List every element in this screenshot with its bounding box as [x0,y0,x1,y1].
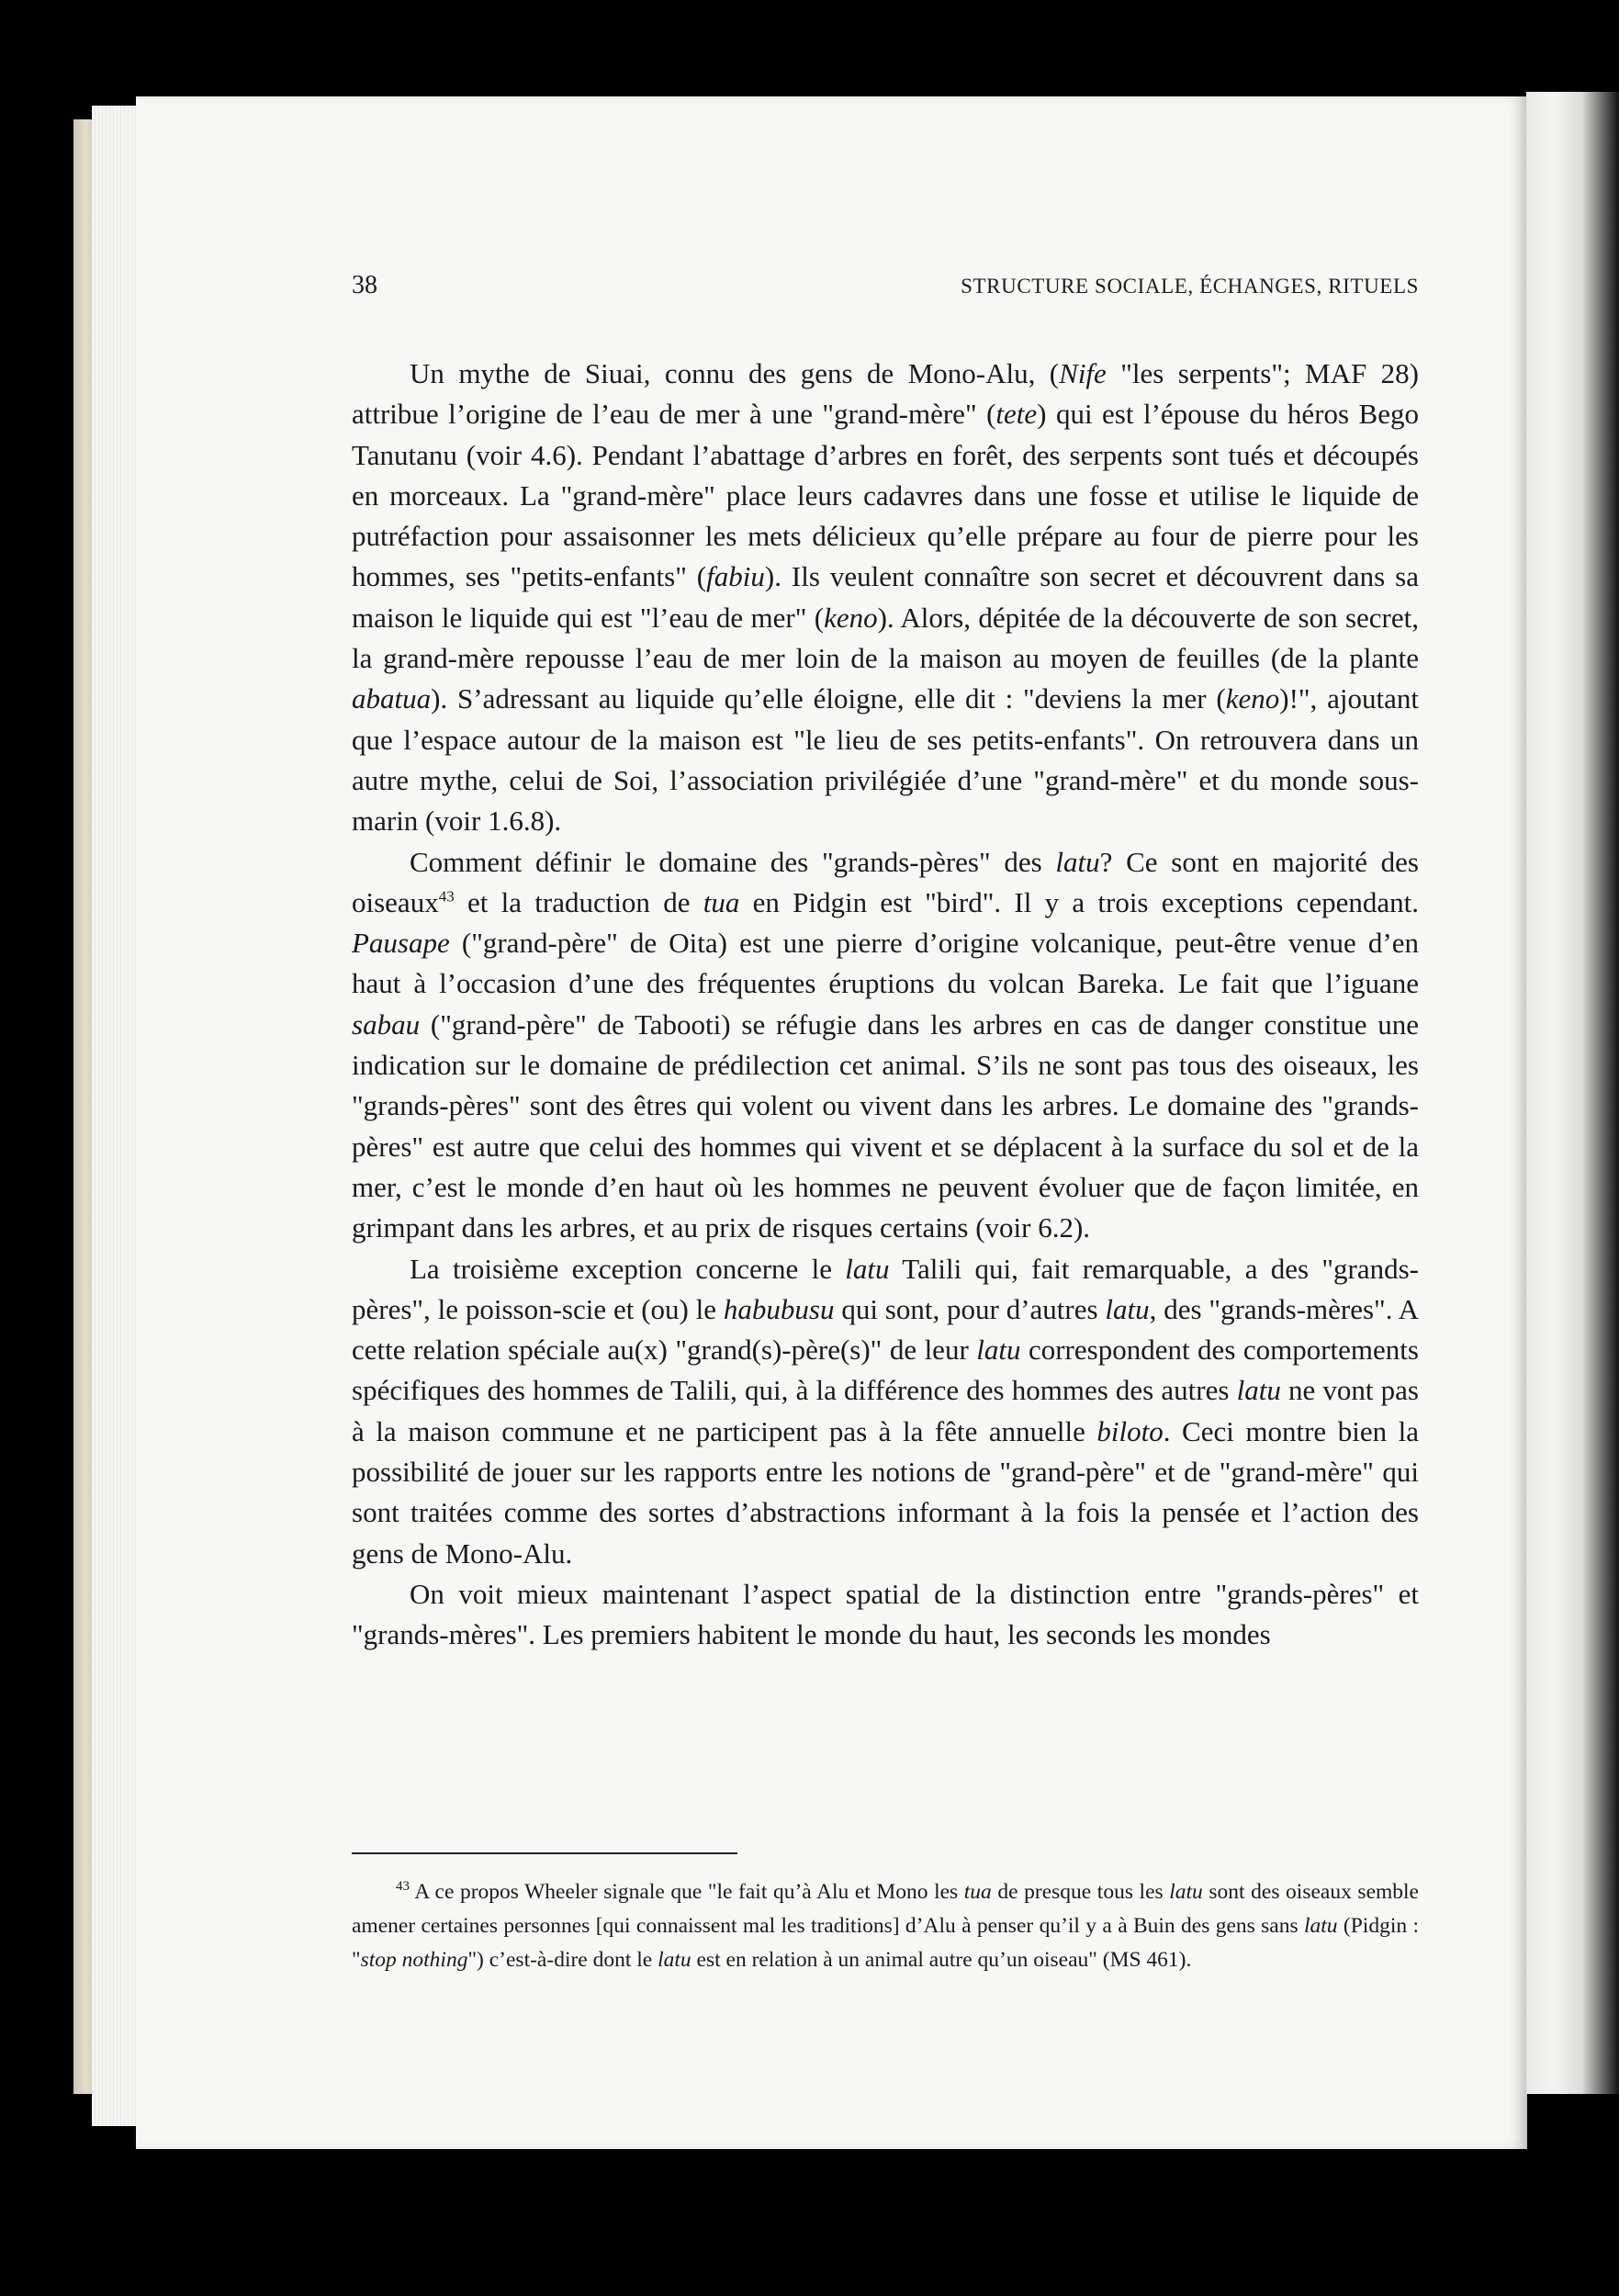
footnote-number: 43 [396,1879,410,1895]
facing-page-edge [1526,92,1619,2094]
paragraph-1: Un mythe de Siuai, connu des gens de Mono-Alu, (Nife "les serpents"; MAF 28) attribue l’origine de l’eau de mer à une "grand-mère" (tete) qui est l’épouse du héros Bego Tanutanu (voir 4.6). Pendant l’abattage d’arbres en forêt, des serpents sont tués et découpés en morceaux. La "grand-mère" place leurs cadavres dans une fosse et utilise le liquide de putréfaction pour assaisonner les mets délicieux qu’elle prépare au four de pierre pour les hommes, ses "petits-enfants" (fabiu). Ils veulent connaître son secret et découvrent dans sa maison le liquide qui est "l’eau de mer" (keno). Alors, dépitée de la découverte de son secret, la grand-mère repousse l’eau de mer loin de la maison au moyen de feuilles (de la plante abatua). S’adressant au liquide qu’elle éloigne, elle dit : "deviens la mer (keno)!", ajoutant que l’espace autour de la maison est "le lieu de ses petits-enfants". On retrouvera dans un autre mythe, celui de Soi, l’association privilégiée d’une "grand-mère" et du monde sous-marin (voir 1.6.8). [352,357,1420,838]
page-number: 38 [352,271,377,299]
paragraph-3: La troisième exception concerne le latu Talili qui, fait remarquable, a des "grands-pères", le poisson-scie et (ou) le habubusu qui sont, pour d’autres latu, des "grands-mères". A cette relation spéciale au(x) "grand(s)-père(s)" de leur latu correspondent des comportements spécifiques des hommes de Talili, qui, à la différence des hommes des autres latu ne vont pas à la maison commune et ne participent pas à la fête annuelle biloto. Ceci montre bien la possibilité de jouer sur les rapports entre les notions de "grand-père" et de "grand-mère" qui sont traitées comme des sortes d’abstractions informant à la fois la pensée et l’action des gens de Mono-Alu. [352,1252,1419,1570]
page-header [352,271,1419,308]
footnote [352,1875,1419,1978]
body-text [352,354,1419,1656]
paragraph-2: Comment définir le domaine des "grands-pères" des latu? Ce sont en majorité des oiseaux$^{43}$ et la traduction de tua en Pidgin est "bird". Il y a trois exceptions cependant. Pausape ("grand-père" de Oita) est une pierre d’origine volcanique, peut-être venue d’en haut à l’occasion d’une des fréquentes éruptions du volcan Bareka. Le fait que l’iguane sabau ("grand-père" de Tabooti) se réfugie dans les arbres en cas de danger constitue une indication sur le domaine de prédilection cet animal. S’ils ne sont pas tous des oiseaux, les "grands-pères" sont des êtres qui volent ou vivent dans les arbres. Le domaine des "grands-pères" est autre que celui des hommes qui vivent et se déplacent à la surface du sol et de la mer, c’est le monde d’en haut où les hommes ne peuvent évoluer que de façon limitée, en grimpant dans les arbres, et au prix de risques certains (voir 6.2). [352,845,1420,1244]
footnote-43: $^{43}$ A ce propos Wheeler signale que "le fait qu’à Alu et Mono les tua de presque tous les latu sont des oiseaux semble amener certaines personnes [qui connaissent mal les traditions] d’Alu à penser qu’il y a à Buin des gens sans latu (Pidgin : "stop nothing") c’est-à-dire dont le latu est en relation à un animal autre qu’un oiseau" (MS 461). [352,1879,1419,1973]
running-head: STRUCTURE SOCIALE, ÉCHANGES, RITUELS [961,275,1419,298]
paragraph-4: On voit mieux maintenant l’aspect spatial de la distinction entre "grands-pères" et "grands-mères". Les premiers habitent le monde du haut, les seconds les mondes [352,1577,1419,1651]
footnote-separator [352,1852,737,1854]
footnote-ref[interactable]: 43 [438,887,455,906]
